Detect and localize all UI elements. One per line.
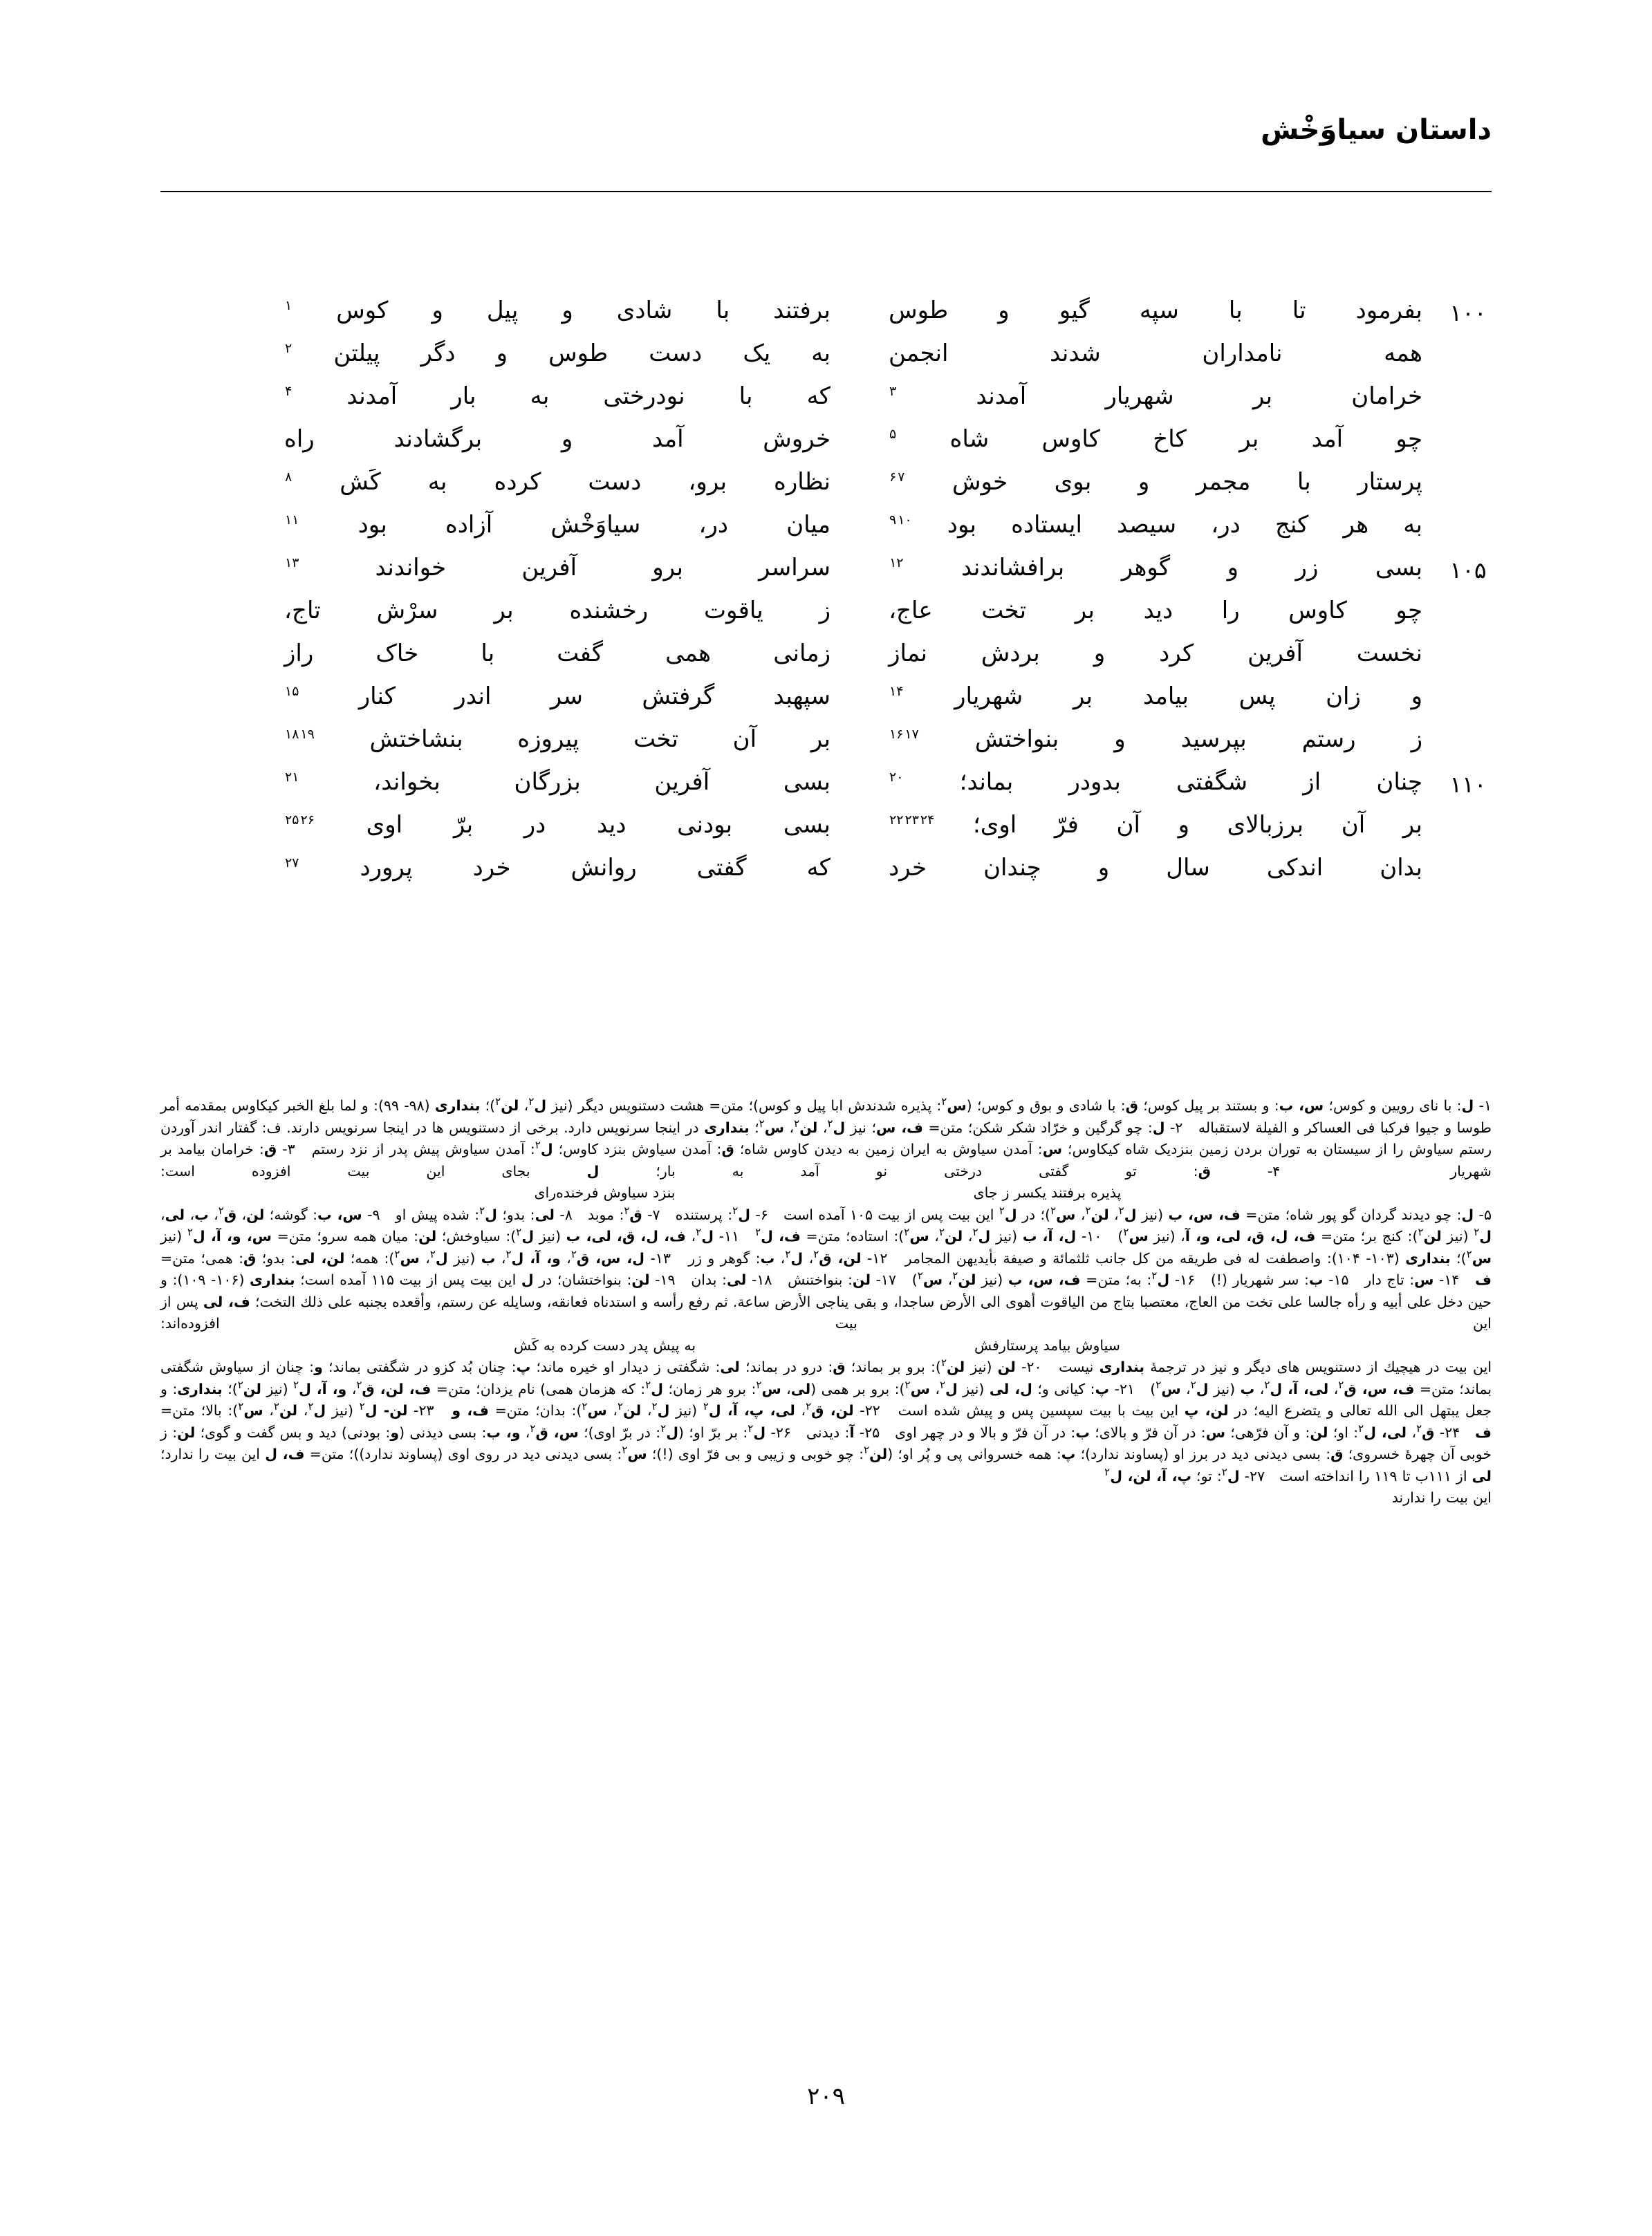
header-rule bbox=[160, 191, 1492, 192]
verse-line bbox=[160, 556, 1492, 599]
verse-line bbox=[160, 642, 1492, 684]
apparatus-closing-line: این بیت را ندارند bbox=[1391, 1489, 1492, 1506]
running-head-title: داستان سیاوَخْش bbox=[1261, 114, 1492, 146]
verse-number: ۱۰۰ bbox=[1449, 299, 1487, 326]
verse-line bbox=[160, 770, 1492, 813]
hemistich-first: نخست آفرین کرد و بردش نماز bbox=[889, 640, 1422, 667]
verse-line bbox=[160, 513, 1492, 556]
hemistich-second: بسی آفرین بزرگان بخواند، $^{۲۱}$ bbox=[285, 768, 830, 796]
hemistich-second: سراسر برو آفرین خواندند $^{۱۳}$ bbox=[285, 554, 830, 581]
hemistich-first: پرستار با مجمر و بوی خوش $^۶$ $^۷$ bbox=[889, 468, 1422, 496]
hemistich-second: زمانی همی گفت با خاک راز bbox=[284, 640, 830, 667]
inset-hemistich-first: پذیره برفتند یکسر ز جای bbox=[973, 1184, 1122, 1201]
hemistich-first: و زان پس بیامد بر شهریار $^{۱۴}$ bbox=[889, 682, 1422, 710]
apparatus-inset-verse bbox=[160, 1182, 1492, 1204]
hemistich-second: بر آن تخت پیروزه بنشاختش $^{۱۸}$ $^{۱۹}$ bbox=[285, 725, 830, 753]
hemistich-second: برفتند با شادی و پیل و کوس $^۱$ bbox=[285, 297, 830, 324]
hemistich-second: سپهبد گرفتش سر اندر کنار $^{۱۵}$ bbox=[285, 682, 830, 710]
hemistich-second: میان در، سیاوَخْش آزاده بود $^{۱۱}$ bbox=[285, 511, 830, 539]
hemistich-first: به هر کنج در، سیصد ایستاده بود $^۹$ $^{۱۰}$ bbox=[889, 511, 1422, 539]
hemistich-second: به یک دست طوس و دگر پیلتن $^۲$ bbox=[285, 339, 830, 367]
page-header bbox=[160, 116, 1492, 192]
verse-line bbox=[160, 384, 1492, 427]
hemistich-second: خروش آمد و برگشادند راه bbox=[284, 425, 830, 453]
hemistich-first: چو کاوس را دید بر تخت عاج، bbox=[889, 597, 1422, 624]
hemistich-second: ز یاقوت رخشنده بر سرْش تاج، bbox=[284, 597, 830, 624]
inset-hemistich-second: بنزد سیاوش فرخنده‌رای bbox=[534, 1184, 676, 1201]
hemistich-first: ز رستم بپرسید و بنواختش $^{۱۶}$ $^{۱۷}$ bbox=[889, 725, 1422, 753]
verse-line bbox=[160, 470, 1492, 513]
hemistich-first: بفرمود تا با سپه گیو و طوس bbox=[889, 297, 1422, 324]
verse-number: ۱۰۵ bbox=[1449, 557, 1487, 584]
apparatus-inset-verse bbox=[160, 1335, 1492, 1357]
inset-hemistich-first: سیاوش بیامد پرستارفش bbox=[974, 1336, 1120, 1354]
verse-line bbox=[160, 856, 1492, 899]
hemistich-first: چنان از شگفتی بدودر بماند؛ $^{۲۰}$ bbox=[889, 768, 1422, 796]
verse-number: ۱۱۰ bbox=[1449, 771, 1487, 798]
inset-hemistich-second: به پیش پدر دست کرده به کَش bbox=[513, 1336, 696, 1354]
verse-line bbox=[160, 599, 1492, 642]
verse-line bbox=[160, 727, 1492, 770]
hemistich-first: بسی زر و گوهر برافشاندند $^{۱۲}$ bbox=[889, 554, 1422, 581]
apparatus-paragraph-2: ۵- ل: چو دیدند گردان گو پور شاه؛ متن= ف، س، ب (نیز ل$^۲$، لن$^۲$، س$^۲$)؛ در ل$^۲$ این بیت پس از بیت ۱۰۵ آمده است ۶- ل$^۲$: پرستنده ۷- ق$^۲$: موبد ۸- لی: بدو؛ ل$^۲$: شده پیش او ۹- س، ب: گوشه؛ لن، ق$^۲$، ب، لی، ل$^۲$ (نیز لن$^۲$): کنج بر؛ متن= ف، ل، ق، لی، و، آ، (نیز س$^۲$) ۱۰- ل، آ، ب (نیز ل$^۲$، لن$^۲$، س$^۲$): استاده؛ متن= ف، ل$^۲$ ۱۱- ل$^۲$، ف، ل، ق، لی، ب (نیز ل$^۲$): سیاوخش؛ لن: میان همه سرو؛ متن= س، و، آ، ل$^۲$ (نیز س$^۲$)؛ بنداری (۱۰۳- ۱۰۴): واصطفت له فی طریقه من کل جانب ثلثمائة و صیفة بأیدیهن المجامر ۱۲- لن، ق$^۲$، ل$^۲$، ب: گوهر و زر ۱۳- ل، س، ق$^۲$، و، آ، ل$^۲$، ب (نیز ل$^۲$، س$^۲$): همه؛ لن، لی: بدو؛ ق: همی؛ متن= ف ۱۴- س: تاج دار ۱۵- ب: سر شهریار (!) ۱۶- ل$^۲$: به؛ متن= ف، س، ب (نیز لن$^۲$، س$^۲$) ۱۷- لن: بنواختنش ۱۸- لی: بدان ۱۹- لن: بنواختشان؛ در ل این بیت پس از بیت ۱۱۵ آمده است؛ بنداری (۱۰۶- ۱۰۹): و حین دخل علی أبیه و رأه جالسا علی تخت من العاج، معتصبا بتاج من الیاقوت أهوی الی الأرض ساجدا، و بقی یناجی الأرض ساعة. ثم رفع رأسه و استدناه فعانقه، وسایله عن رستم، وأقعده بجنبه علی ذلك التخت؛ ف، لی پس از این بیت افزوده‌اند: bbox=[160, 1204, 1492, 1332]
folio-number: ۲۰۹ bbox=[807, 2083, 845, 2110]
apparatus-paragraph-3: این بیت در هیچیك از دستنویس های دیگر و نیز در ترجمۀ بنداری نیست ۲۰- لن (نیز لن$^۲$): برو بر بماند؛ ق: درو در بماند؛ لی: شگفتی ز دیدار او خیره ماند؛ پ: چنان بُد کزو در شگفتی بماند؛ و: چنان از سیاوش شگفتی بماند؛ متن= ف، س، ق$^۲$، لی، آ، ل$^۲$، ب (نیز ل$^۲$، س$^۲$) ۲۱- پ: کیانی و؛ ل، لی (نیز ل$^۲$، س$^۲$): برو بر همی (لی، س$^۲$: برو هر زمان؛ ل$^۲$: که هزمان همی) نام یزدان؛ متن= ف، لن، ق$^۲$، و، آ، ل$^۲$ (نیز لن$^۲$)؛ بنداری: و جعل یبتهل الی الله تعالی و یتضرع الیه؛ در لن، پ این بیت با بیت سپسین پس و پیش شده است ۲۲- لن، ق$^۲$، لی، پ، آ، ل$^۲$ (نیز ل$^۲$، لن$^۲$، س$^۲$): بدان؛ متن= ف، و ۲۳- لن- ل$^۲$ (نیز ل$^۲$، لن$^۲$، س$^۲$): بالا؛ متن= ف ۲۴- ق$^۲$، لی، ل$^۲$: او؛ لن: و آن فرّهی؛ س: در آن فرّ و بالای؛ ب: در آن فرّ و بالا و در چهر اوی ۲۵- آ: دیدنی ۲۶- ل$^۲$: بر برّ او؛ (ل$^۲$: در برّ اوی)؛ س، ق$^۲$، و، ب: بسی دیدنی (و: بودنی) دید و بس گفت و گوی؛ لن: ز خوبی آن چهرۀ خسروی؛ ق: بسی دیدنی دید در برز او (پساوند ندارد)؛ پ: همه خسروانی پی و پُر او؛ (لن$^۲$: چو خوبی و زیبی و بی فرّ اوی (!)؛ س$^۲$: بسی دیدنی دید در روی اوی (پساوند ندارد))؛ متن= ف، ل این بیت را ندارد؛ لی از ۱۱۱ب تا ۱۱۹ را انداخته است ۲۷- ل$^۲$: تو؛ پ، آ، لن، ل$^۲$ bbox=[160, 1357, 1492, 1484]
hemistich-second: که گفتی روانش خرد پرورد $^{۲۷}$ bbox=[285, 854, 830, 882]
verse-block bbox=[160, 299, 1492, 899]
verse-line bbox=[160, 339, 1492, 384]
apparatus-paragraph-1: ۱- ل: با نای رویین و کوس؛ س، ب: و بستند بر پیل کوس؛ ق: با شادی و بوق و کوس؛ (س$^۲$: پذیره شدندش ابا پیل و کوس)؛ متن= هشت دستنویس دیگر (نیز ل$^۲$، لن$^۲$)؛ بنداری (۹۸- ۹۹): و لما بلغ الخبر کیکاوس بمقدمه أمر طوسا و جیوا فرکبا فی العساکر و الفیلة لاستقباله ۲- ل: چو گرگین و خرّاد شکر شکن؛ متن= ف، س؛ نیز ل$^۲$، لن$^۲$، س$^۲$؛ بنداری در اینجا سرنویس دارد. برخی از دستنویس ها در اینجا سرنویس دارند. ف: گفتار اندر آوردن رستم سیاوش را از سیستان به توران بردن زمین بنزدیک شاه کیکاوس؛ س: آمدن سیاوش به ایران زمین به دیدن کاوس شاه؛ ق: آمدن سیاوش بنزد کاوس؛ ل$^۲$: آمدن سیاوش پیش پدر از نزد رستم ۳- ق: خرامان بیامد بر شهریار ۴- ق: تو گفتی درختی نو آمد به بار؛ ل بجای این بیت افزوده است: bbox=[160, 1095, 1492, 1180]
hemistich-second: نظاره برو، دست کرده به کَش $^۸$ bbox=[285, 468, 830, 496]
verse-line bbox=[160, 684, 1492, 727]
hemistich-first: خرامان بر شهریار آمدند $^۳$ bbox=[889, 382, 1422, 410]
hemistich-first: بدان اندکی سال و چندان خرد bbox=[889, 854, 1422, 882]
hemistich-first: همه نامداران شدند انجمن bbox=[889, 339, 1422, 367]
hemistich-first: بر آن برزبالای و آن فرّ اوی؛ $^{۲۲}$ $^{۲۳}$ $^{۲۴}$ bbox=[889, 811, 1422, 839]
hemistich-second: که با نودرختی به بار آمدند $^۴$ bbox=[285, 382, 830, 410]
verse-line bbox=[160, 813, 1492, 856]
critical-apparatus bbox=[160, 1095, 1492, 1509]
hemistich-first: چو آمد بر کاخ کاوس شاه $^۵$ bbox=[889, 425, 1422, 453]
verse-line bbox=[160, 299, 1492, 342]
verse-line bbox=[160, 427, 1492, 470]
hemistich-second: بسی بودنی دید در برّ اوی $^{۲۵}$ $^{۲۶}$ bbox=[285, 811, 830, 839]
